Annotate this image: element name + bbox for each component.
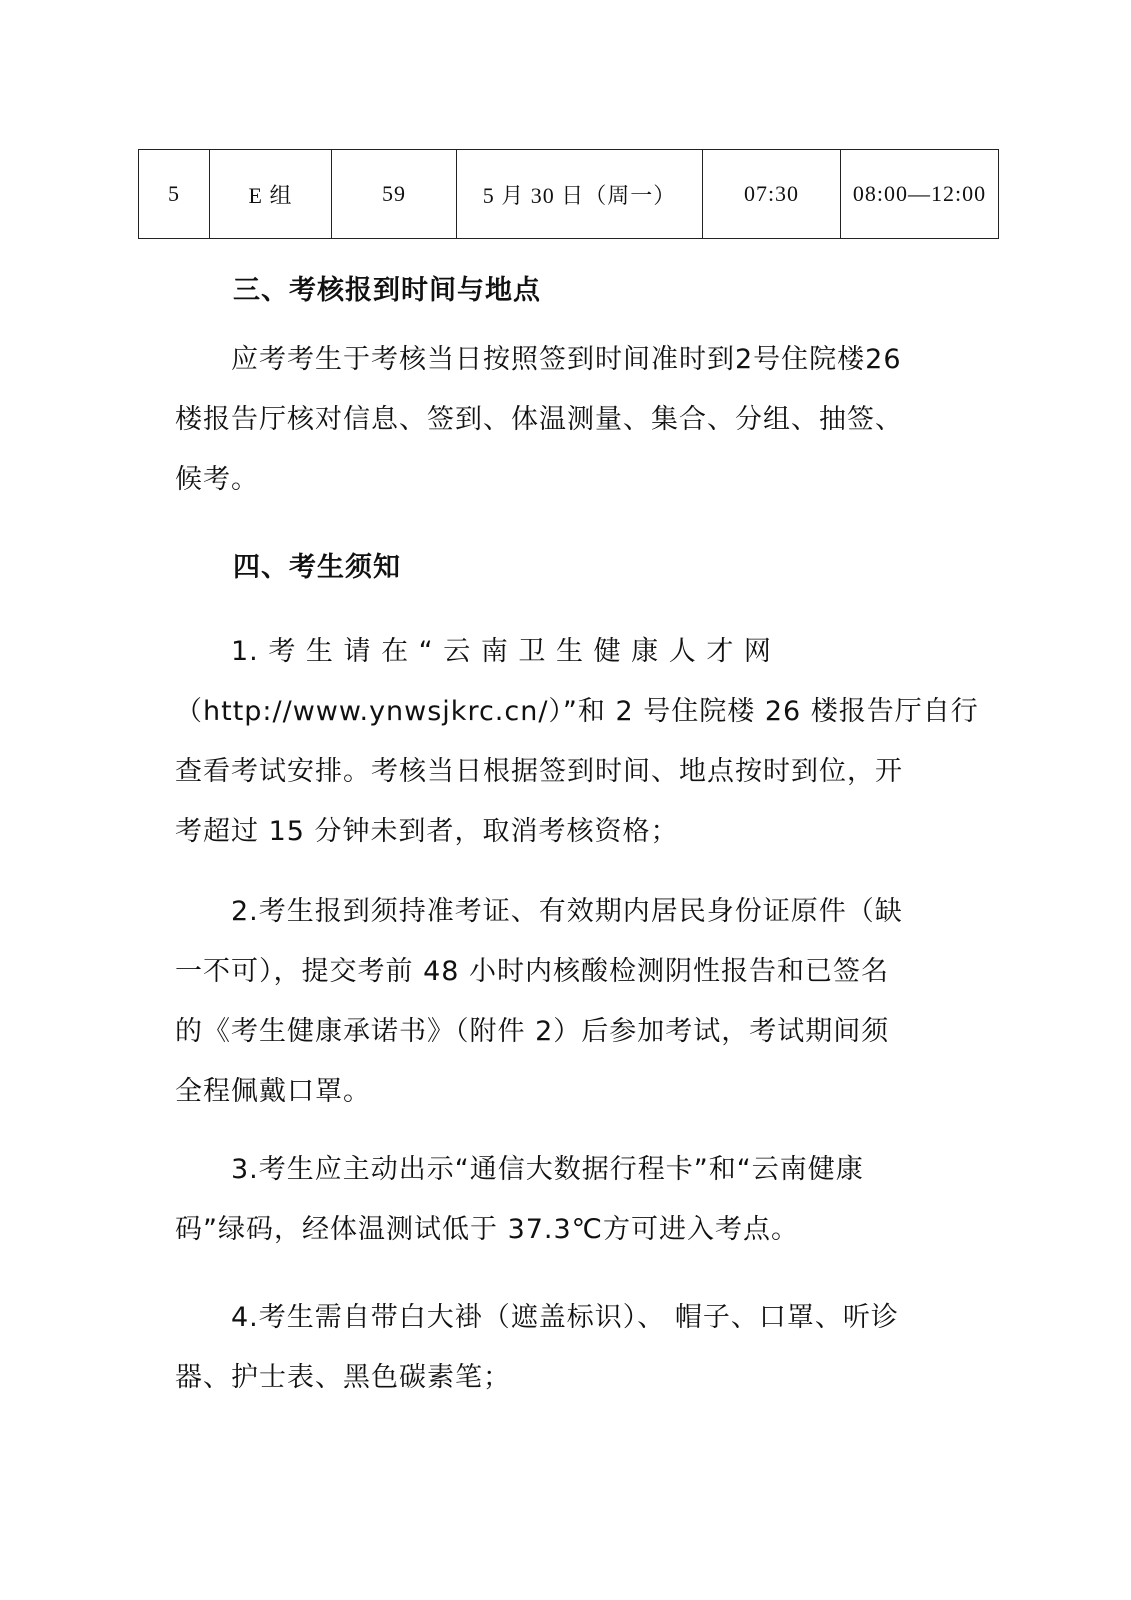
section3-paragraph: [175, 330, 965, 510]
count-cell: 59: [332, 150, 457, 239]
notice-item-2: [175, 882, 965, 1122]
paragraph-line: 一不可），提交考前 48 小时内核酸检测阴性报告和已签名: [175, 956, 890, 987]
paragraph-line: 应考考生于考核当日按照签到时间准时到2号住院楼26: [231, 344, 902, 375]
notice-item-1: [175, 622, 979, 862]
paragraph-line: 候考。: [175, 464, 259, 495]
paragraph-line: 1. 考 生 请 在 “ 云 南 卫 生 健 康 人 才 网: [231, 636, 772, 667]
exam-time-cell: 08:00—12:00: [841, 150, 999, 239]
notice-item-3: [175, 1140, 965, 1260]
paragraph-line: 3.考生应主动出示“通信大数据行程卡”和“云南健康: [231, 1154, 864, 1185]
notice-item-4: [175, 1288, 965, 1408]
group-cell: E 组: [210, 150, 332, 239]
paragraph-line: 楼报告厅核对信息、签到、体温测量、集合、分组、抽签、: [175, 404, 903, 435]
paragraph-line: 考超过 15 分钟未到者，取消考核资格；: [175, 816, 679, 847]
paragraph-line: 4.考生需自带白大褂（遮盖标识）、 帽子、口罩、听诊: [231, 1302, 899, 1333]
section3-heading: 三、考核报到时间与地点: [233, 275, 541, 306]
schedule-table: [138, 149, 999, 239]
paragraph-line: 的《考生健康承诺书》（附件 2）后参加考试，考试期间须: [175, 1016, 890, 1047]
schedule-table-wrapper: [138, 149, 999, 239]
row-index-cell: 5: [139, 150, 210, 239]
paragraph-line: 器、护士表、黑色碳素笔；: [175, 1362, 511, 1393]
paragraph-line: 查看考试安排。考核当日根据签到时间、地点按时到位，开: [175, 756, 903, 787]
date-cell: 5 月 30 日（周一）: [457, 150, 703, 239]
paragraph-line: （http://www.ynwsjkrc.cn/）”和 2 号住院楼 26 楼报告厅自行: [175, 696, 979, 727]
paragraph-line: 码”绿码，经体温测试低于 37.3℃方可进入考点。: [175, 1214, 800, 1245]
paragraph-line: 2.考生报到须持准考证、有效期内居民身份证原件（缺: [231, 896, 903, 927]
section4-heading: 四、考生须知: [233, 552, 401, 583]
paragraph-line: 全程佩戴口罩。: [175, 1076, 371, 1107]
checkin-time-cell: 07:30: [703, 150, 841, 239]
table-row: [139, 150, 999, 239]
